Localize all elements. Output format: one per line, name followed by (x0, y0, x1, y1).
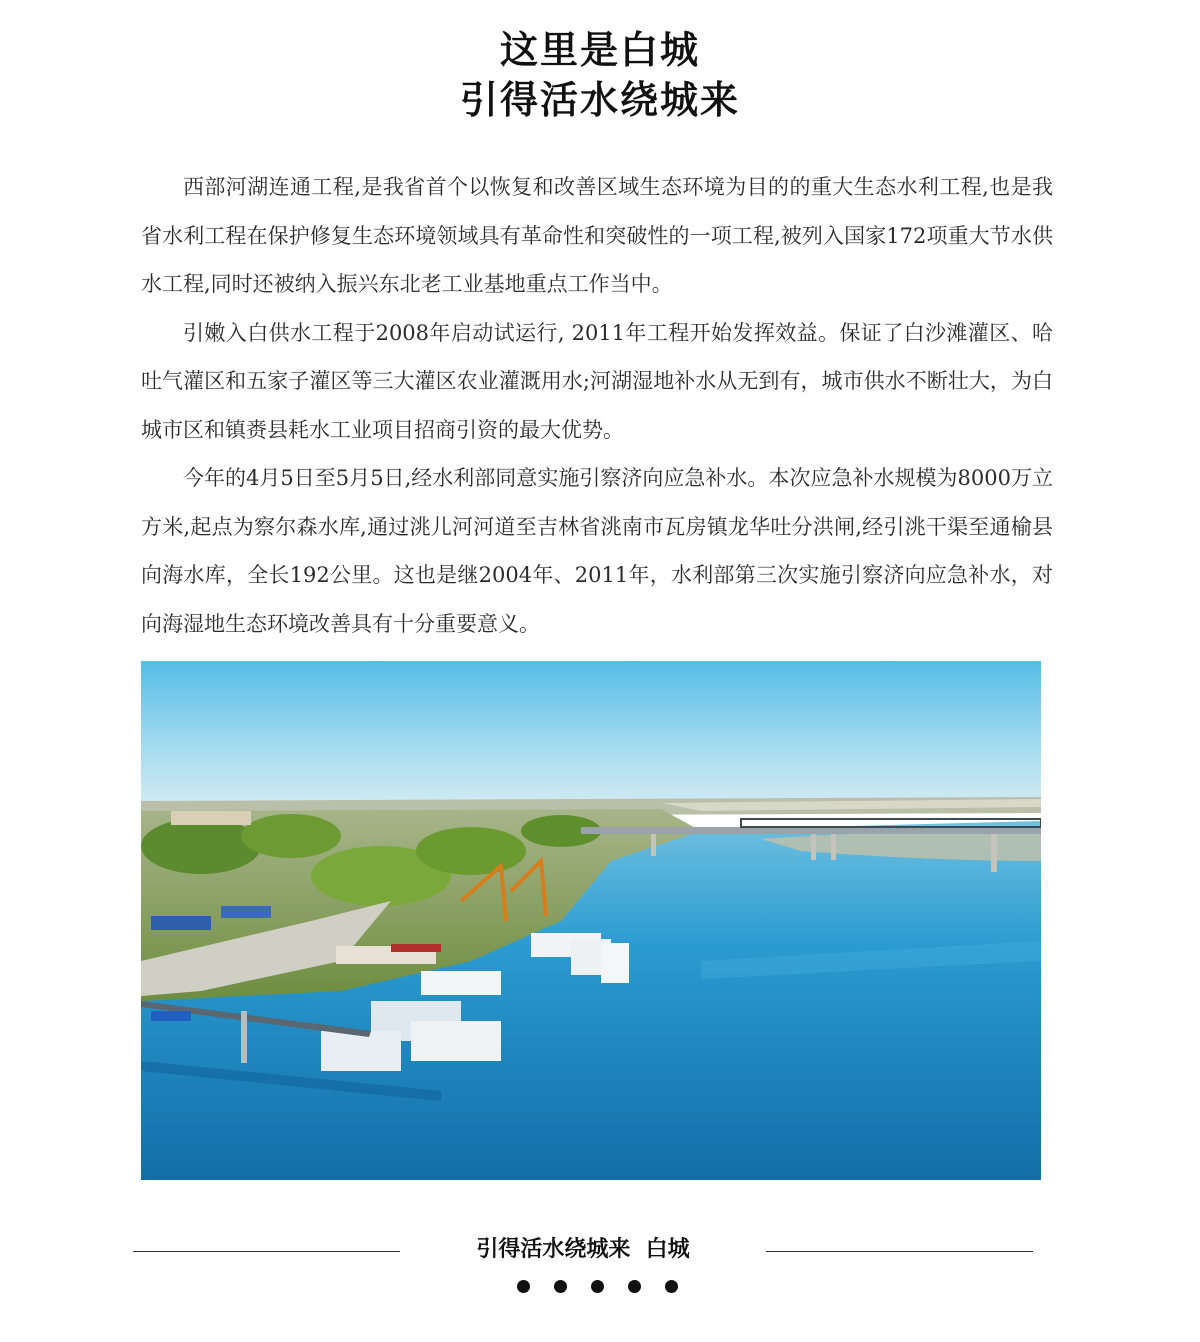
article-paragraph: 西部河湖连通工程,是我省首个以恢复和改善区域生态环境为目的的重大生态水利工程,也是我省水利工程在保护修复生态环境领域具有革命性和突破性的一项工程,被列入国家172项重大节水供水工程,同时还被纳入振兴东北老工业基地重点工作当中。 (141, 175, 1053, 296)
footer-dot (628, 1280, 641, 1293)
footer-dot (665, 1280, 678, 1293)
page-title-line2: 引得活水绕城来 (459, 78, 740, 122)
footer-dot (554, 1280, 567, 1293)
page-title-line1: 这里是白城 (499, 28, 700, 72)
footer-dots (0, 1280, 1200, 1293)
article-paragraph: 引嫩入白供水工程于2008年启动试运行, 2011年工程开始发挥效益。保证了白沙滩灌区、哈吐气灌区和五家子灌区等三大灌区农业灌溉用水;河湖湿地补水从无到有，城市供水不断壮大，为白城市区和镇赉县耗水工业项目招商引资的最大优势。 (141, 320, 1053, 442)
river-port-photo (141, 661, 1041, 1180)
footer-caption: 引得活水绕城来 白城 (476, 1237, 690, 1262)
footer-dot (517, 1280, 530, 1293)
footer-rule-right (766, 1251, 1033, 1252)
article-body (141, 163, 1053, 648)
article-paragraph: 今年的4月5日至5月5日,经水利部同意实施引察济向应急补水。本次应急补水规模为8000万立方米,起点为察尔森水库,通过洮儿河河道至吉林省洮南市瓦房镇龙华吐分洪闸,经引洮干渠至通榆县向海水库，全长192公里。这也是继2004年、2011年，水利部第三次实施引察济向应急补水，对向海湿地生态环境改善具有十分重要意义。 (141, 466, 1053, 636)
footer-dot (591, 1280, 604, 1293)
footer-rule-left (133, 1251, 400, 1252)
